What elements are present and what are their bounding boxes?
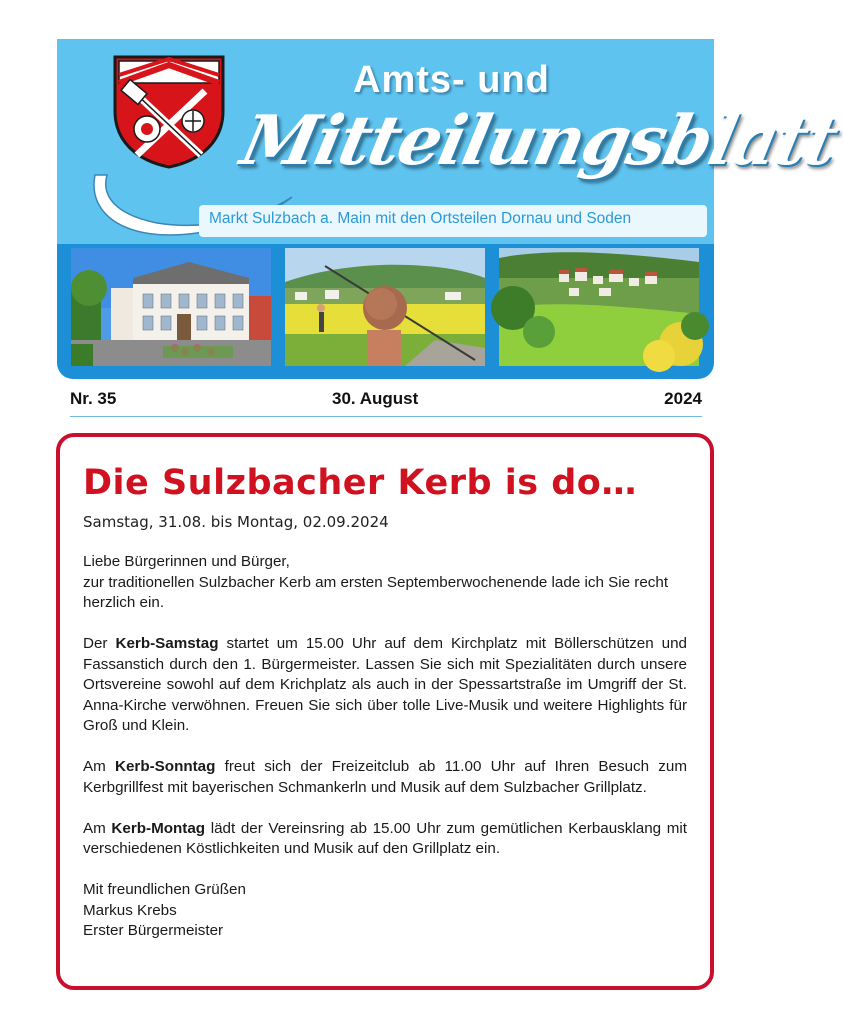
closing-name: Markus Krebs <box>83 901 177 919</box>
saturday-text: startet um 15.00 Uhr auf dem Kirchplatz mit Böllerschützen und Fassanstich durch den 1. Bürgermeister. Lassen Sie sich mit Spezialitäten durch unsere Ortsvereine sowohl auf dem Krichplatz als auch in der Spessartstraße im Umgriff der St. Anna-Kirche verwöhnen. Freuen Sie sich über tolle Live-Musik und weitere Highlights für Groß und Klein. <box>83 635 687 734</box>
monday-paragraph <box>83 819 687 860</box>
greeting-salutation: Liebe Bürgerinnen und Bürger, <box>83 553 290 570</box>
monday-keyword: Kerb-Montag <box>111 819 206 837</box>
saturday-prefix: Der <box>83 635 116 652</box>
title-line-1: Amts- und <box>353 59 550 101</box>
sunday-keyword: Kerb-Sonntag <box>115 758 216 775</box>
saturday-keyword: Kerb-Samstag <box>115 635 219 652</box>
sculpture-field-photo <box>285 248 485 366</box>
town-hall-photo <box>71 248 271 366</box>
subtitle: Markt Sulzbach a. Main mit den Ortsteilen Dornau und Soden <box>209 210 632 227</box>
issue-info-row <box>70 389 702 413</box>
issue-date: 30. August <box>332 389 419 408</box>
issue-year: 2024 <box>664 389 702 408</box>
saturday-paragraph <box>83 634 687 737</box>
closing-title: Erster Bürgermeister <box>83 922 224 939</box>
closing-block <box>83 880 687 942</box>
monday-prefix: Am <box>83 819 112 837</box>
article-headline: Die Sulzbacher Kerb is do… <box>83 463 637 503</box>
title-line-2: Mitteilungsblatt <box>234 101 843 181</box>
closing-greeting: Mit freundlichen Grüßen <box>83 881 246 898</box>
greeting-invitation: zur traditionellen Sulzbacher Kerb am ersten Septemberwochenende lade ich Sie recht herzlich ein. <box>83 573 669 611</box>
sunday-paragraph <box>83 757 687 798</box>
article-dateline: Samstag, 31.08. bis Montag, 02.09.2024 <box>83 513 389 531</box>
sunday-prefix: Am <box>83 758 115 775</box>
issue-divider <box>70 416 702 417</box>
masthead <box>57 39 843 379</box>
article-body <box>83 552 687 962</box>
coat-of-arms-icon <box>109 51 229 169</box>
greeting-paragraph <box>83 552 687 614</box>
issue-number: Nr. 35 <box>70 389 117 408</box>
monday-text: lädt der Vereinsring ab 15.00 Uhr zum gemütlichen Kerbausklang mit verschiedenen Köstlichkeiten und Musik auf den Grillplatz ein. <box>83 819 687 857</box>
village-valley-photo <box>499 248 699 366</box>
sunday-text: freut sich der Freizeitclub ab 11.00 Uhr auf Ihren Besuch zum Kerbgrillfest mit bayerischen Schmankerln und Musik auf dem Sulzbacher Grillplatz. <box>83 758 687 796</box>
